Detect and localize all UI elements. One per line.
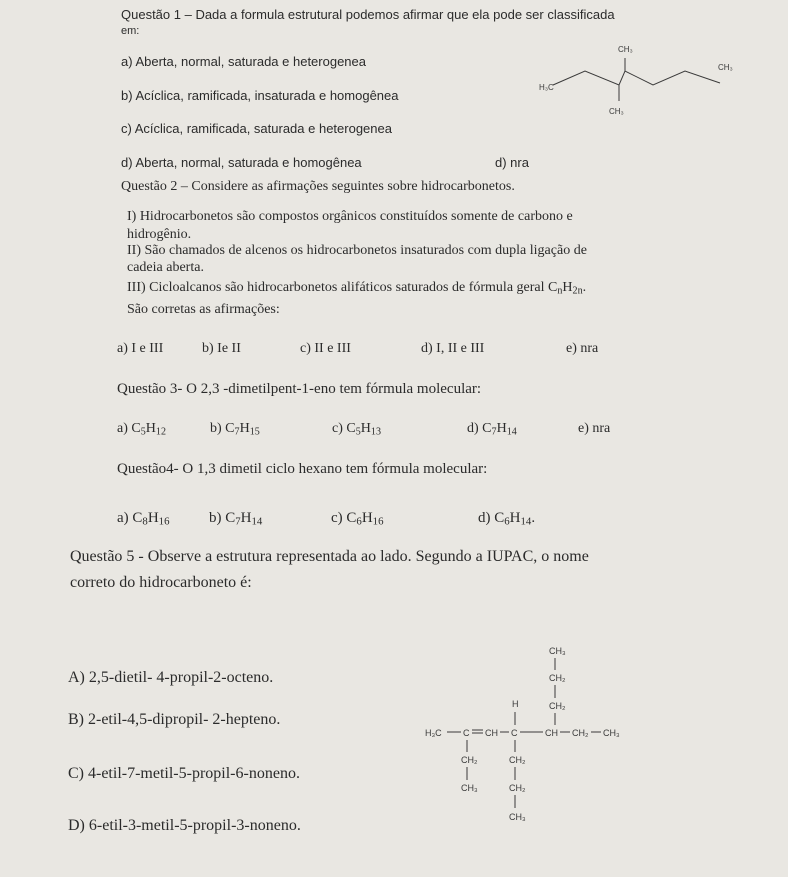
q4-option-a: a) $C_8H_{16}$ <box>117 510 170 528</box>
q1-label-h3c-left: H₃C <box>539 83 554 92</box>
q5-label-top-ch2-b: CH₂ <box>549 701 566 711</box>
q4-option-d: d) $C_6H_{14}$. <box>478 510 536 528</box>
q2-statement-1-line1: I) Hidrocarbonetos são compostos orgânicos constituídos somente de carbono e <box>127 209 573 224</box>
q2-option-c: c) II e III <box>300 341 351 356</box>
q5-label-left-ch3: CH₃ <box>461 783 478 793</box>
q2-option-b: b) Ie II <box>202 341 241 356</box>
q2-title: Questão 2 – Considere as afirmações seguintes sobre hidrocarbonetos. <box>121 179 515 194</box>
q5-label-ch2: CH₂ <box>572 728 589 738</box>
q5-title-line2: correto do hidrocarboneto é: <box>70 574 252 591</box>
q5-label-right-ch2-b: CH₂ <box>509 783 526 793</box>
q1-option-e: d) nra <box>495 155 529 170</box>
q2-question: São corretas as afirmações: <box>127 302 280 317</box>
q2-statement-2-line1: II) São chamados de alcenos os hidrocarbonetos insaturados com dupla ligação de <box>127 243 587 258</box>
q3-option-b: b) $C_7H_{15}$ <box>210 421 260 438</box>
q1-option-c: c) Acíclica, ramificada, saturada e heterogenea <box>121 121 392 136</box>
q5-label-top-ch3: CH₃ <box>549 646 566 656</box>
q2-statement-1-line2: hidrogênio. <box>127 227 192 242</box>
q1-skeletal-structure <box>525 38 770 128</box>
q4-title: Questão4- O 1,3 dimetil ciclo hexano tem fórmula molecular: <box>117 461 488 477</box>
q1-option-b: b) Acíclica, ramificada, insaturada e homogênea <box>121 88 399 103</box>
q5-structural-formula <box>425 640 715 865</box>
q4-option-b: b) $C_7H_{14}$ <box>209 510 263 528</box>
q4-option-c: c) $C_6H_{16}$ <box>331 510 384 528</box>
q5-label-right-ch3: CH₃ <box>509 812 526 822</box>
q5-option-b: B) 2-etil-4,5-dipropil- 2-hepteno. <box>68 711 281 728</box>
q2-statement-3: III) Cicloalcanos são hidrocarbonetos alifáticos saturados de fórmula geral $C_nH_{2n}$. <box>127 280 587 297</box>
q2-option-e: e) nra <box>566 341 599 356</box>
q1-title-line2: em: <box>121 25 140 37</box>
q3-title: Questão 3- O 2,3 -dimetilpent-1-eno tem fórmula molecular: <box>117 381 482 397</box>
q5-option-a: A) 2,5-dietil- 4-propil-2-octeno. <box>68 669 274 686</box>
q1-option-d: d) Aberta, normal, saturada e homogênea <box>121 155 362 170</box>
q5-label-right-ch2-a: CH₂ <box>509 755 526 765</box>
q5-title-line1: Questão 5 - Observe a estrutura representada ao lado. Segundo a IUPAC, o nome <box>70 548 589 565</box>
q5-label-c2: C <box>511 728 518 738</box>
q5-label-c1: C <box>463 728 470 738</box>
q5-option-c: C) 4-etil-7-metil-5-propil-6-noneno. <box>68 765 300 782</box>
q3-option-a: a) $C_5H_{12}$ <box>117 421 166 438</box>
q5-label-h3c: H₃C <box>425 728 442 738</box>
q1-title-line1: Questão 1 – Dada a formula estrutural podemos afirmar que ela pode ser classificada <box>121 7 615 22</box>
q5-label-ch-b: CH <box>545 728 558 738</box>
q1-label-ch3-right: CH₃ <box>718 63 733 72</box>
q2-statement-2-line2: cadeia aberta. <box>127 260 204 275</box>
q1-label-ch3-bottom: CH₃ <box>609 107 624 116</box>
q5-label-ch3: CH₃ <box>603 728 620 738</box>
q5-label-top-ch2-a: CH₂ <box>549 673 566 683</box>
q5-label-left-ch2: CH₂ <box>461 755 478 765</box>
q1-option-a: a) Aberta, normal, saturada e heterogenea <box>121 54 366 69</box>
q2-option-d: d) I, II e III <box>421 341 485 356</box>
q5-label-h: H <box>512 699 519 709</box>
q5-label-ch: CH <box>485 728 498 738</box>
q5-option-d: D) 6-etil-3-metil-5-propil-3-noneno. <box>68 817 301 834</box>
q3-option-c: c) $C_5H_{13}$ <box>332 421 381 438</box>
q3-option-e: e) nra <box>578 421 611 436</box>
q3-option-d: d) $C_7H_{14}$ <box>467 421 517 438</box>
q1-label-ch3-top: CH₃ <box>618 45 633 54</box>
q2-option-a: a) I e III <box>117 341 164 356</box>
